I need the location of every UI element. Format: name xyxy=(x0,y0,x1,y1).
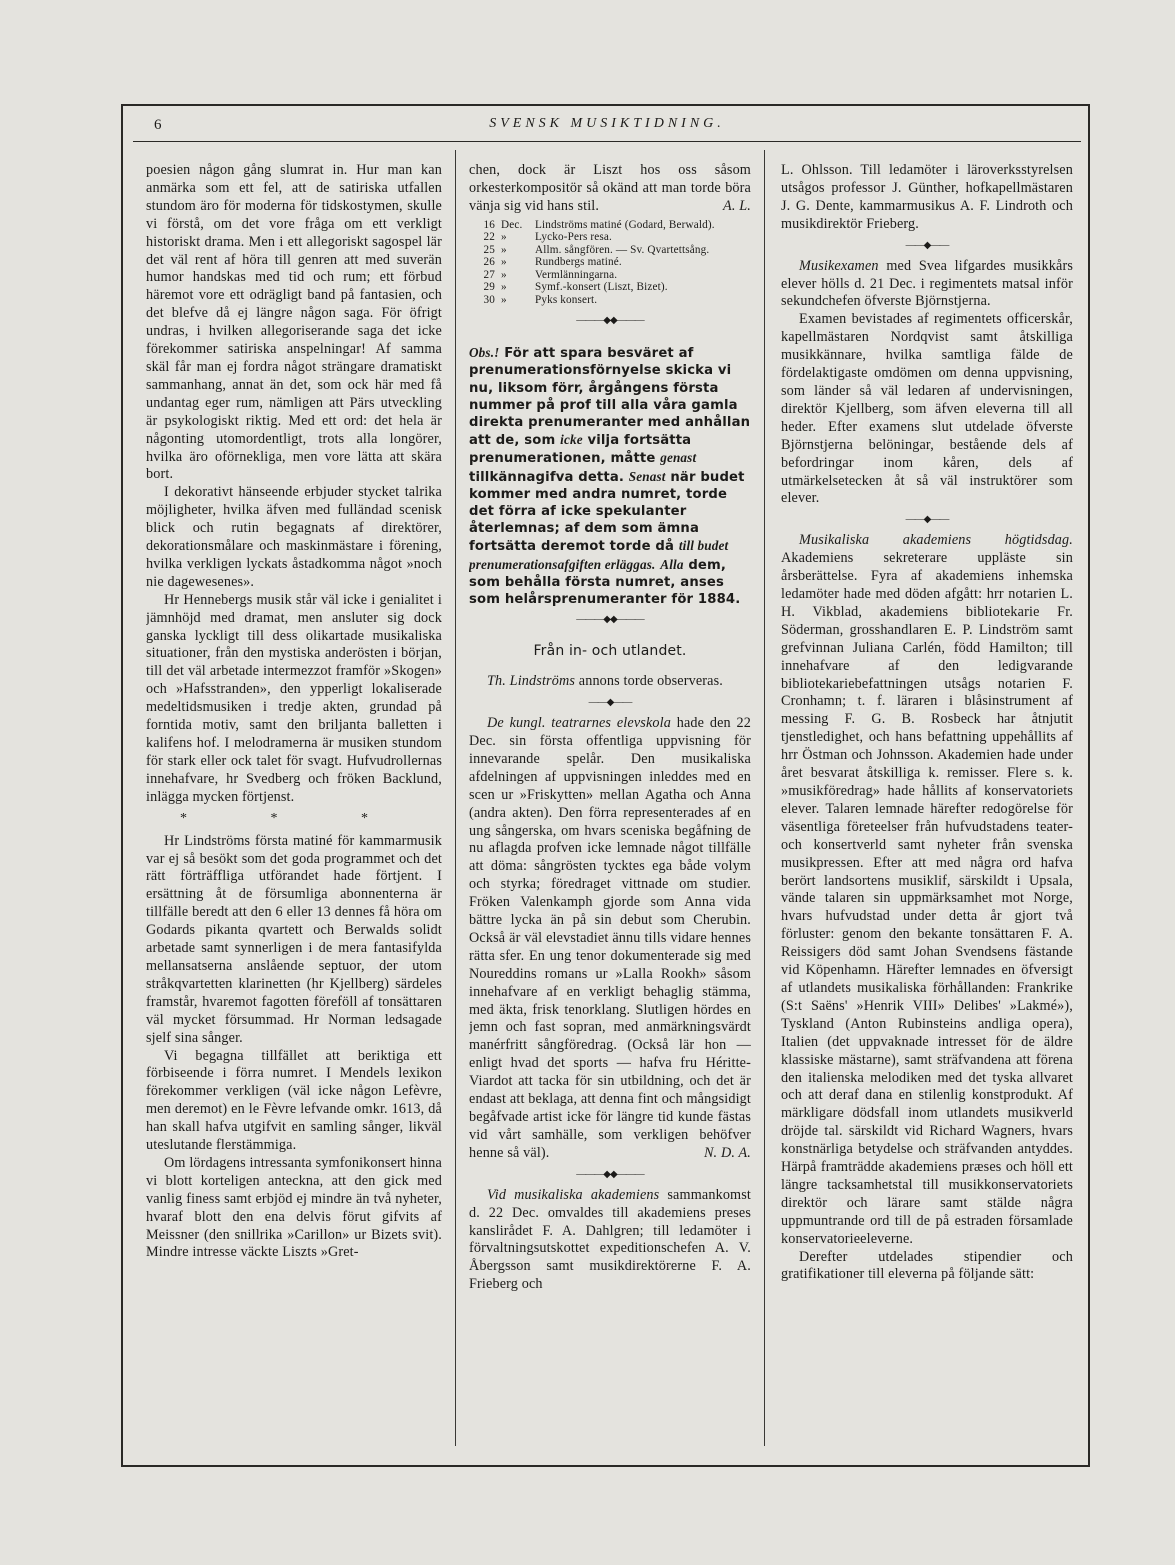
list-item: 29 » Symf.-konsert (Liszt, Bizet). xyxy=(483,281,668,294)
paragraph: Hr Hennebergs musik står väl icke i genialitet i jämnhöjd med dramat, men ansluter sig dock ganska lyckligt till dess olikartade musikaliska situationer, från den mystiska anderösten i början, till det väl arbetade intermezzot framför »Skogen» och »Hafsstranden», den ypperligt lokaliserade medeltidsmusiken i tredje akten, grundad på forntida motiv, samt den briljanta balletten i kalifens hof. I melodramerna är musiken stundom för stark eller ock talet för svagt. Hufvudrollernas innehafvare, hr Svedberg och fröken Backlund, inlägga mycken förtjenst. xyxy=(146,591,442,805)
list-item: 27 » Vermlänningarna. xyxy=(483,268,618,281)
signature: N. D. A. xyxy=(703,1144,751,1161)
list-item: 26 » Rundbergs matiné. xyxy=(483,256,622,269)
column-rule-left xyxy=(455,150,456,1446)
ornament-divider: ——◆—— xyxy=(588,697,632,709)
running-title: SVENSK MUSIKTIDNING. xyxy=(489,116,725,131)
list-item: 22 » Lycko-Pers resa. xyxy=(483,231,612,244)
paragraph: poesien någon gång slumrat in. Hur man kan anmärka som ett fel, att de satiriska utfallen stundom äro för moderna för tidskostymen, skulle vi förstå, om det vore fråga om ett verkligt historiskt drama. Men i ett allegoriskt sagospel lär det väl rent af höra till genren att med suverän humor handskas med tid och rum; ett förbud häremot vore ett odrägligt band på fantasien, och det blefve då ej längre någon saga. För öfrigt undras, i hvilken allegoriserande saga det icke förekommer satiriska anspelningar! Af samma skäl får man ej fordra något strängare dramatiskt sammanhang, annat än det, som ock här med få undantag eger rum, nämligen att Pärs utveckling är psykologiskt riktig. Med ett ord: det hela är någonting utomordentligt, trots alla longörer, hvilka äro oförnekliga, men vore lätta att skära bort. xyxy=(146,162,442,483)
paragraph: I dekorativt hänseende erbjuder stycket talrika möjligheter, hvilka äfven med fulländad scenisk blick och rutin begagnats af direktörer, dekorationsmålare och maskinmästare i förening, hvilka verkligen lyckats åstadkomma något »noch nie dagewesenes». xyxy=(146,484,442,590)
paragraph: Musikaliska akademiens högtidsdag. Akademiens sekreterare uppläste sin årsberättelse. Fyra af akademiens inhemska ledamöter hade med döden afgått: hrr notarien L. H. Vikblad, akademiens bibliotekarie Fr. Söderman, grosshandlaren E. P. Lindström samt grefvinnan Juliana Carlén, född Hamilton; till innehafvare af den ledigvarande bibliotekariebefattningen utsågs notarien F. Cronhamn; t. f. läraren i blåsinstrument af messing F. G. B. Rosbeck har åtnjutit tjenstledighet, och hans befattning uppehållits af hrr Östman och Johnsson. Akademien hade under året besvarat åtskilliga k. remisser. Flere s. k. »musikföredrag» hade hållits af konservatoriets elever. Talaren lemnade härefter redogörelse för väsentliga företeelser från hufvudstadens teater- och konsertverld samt nyheter från svenska musikpressen. Efter att med några ord hafva berört landsortens musiklif, särskildt i Upsala, vände talaren sin uppmärksamhet mot Norge, hvars hufvudstad under detta år gjort två förluster: genom den bekante tonsättaren F. A. Reissigers död samt Johan Svendsens fästande vid Köpenhamn. Härefter lemnades en öfversigt af utlandets musikaliska förhållanden: Frankrike (S:t Saëns' »Henrik VIII» Delibes' »Lakmé»), Tyskland (Anton Rubinsteins andliga opera), Italien (det uppvaknade intresset för de äldre klassiske mästarne), samt sträfvandena att förena den italienska melodiken med det tyska allvaret och att deraf dana en stilenlig konstprodukt. Af märkligare dödsfall inom utlandets musikverld dröjde tal. särskildt vid Richard Wagners, hvars konstnärliga betydelse och sträfvanden antyddes. Härpå framträdde akademiens præses och höll ett längre tacksamhetstal till musikkonservatoriets direktör och lärare samt stälde några uppmuntrande ord till de på estraden församlade konservatorieeleverne. xyxy=(781,532,1073,1247)
paragraph: Th. Lindströms annons torde observeras. xyxy=(487,673,723,690)
ornament-divider: ———◆◆——— xyxy=(576,614,644,626)
concert-calendar xyxy=(473,219,751,307)
subscription-notice: Obs.! För att spara besväret af prenumerationsförnyelse skicka vi nu, liksom förr, årgångens första nummer på prof till alla våra gamla direkta prenumeranter med anhållan att de, som icke vilja fortsätta prenumerationen, måtte genast tillkännagifva detta. Senast när budet kommer med andra numret, torde det förra af icke spekulanter återlemnas; af dem som ämna fortsätta deremot torde då till budet prenumerationsafgiften erläggas. Alla dem, som behålla första numret, anses som helårsprenumeranter för 1884. xyxy=(469,345,751,608)
ornament-divider: ———◆◆——— xyxy=(576,315,644,327)
paragraph xyxy=(469,162,751,216)
paragraph: Vid musikaliska akademiens sammankomst d. 22 Dec. omvaldes till akademiens preses kanslirådet F. A. Dahlgren; till ledamöter i förvaltningsutskottet expeditionschefen A. V. Åbergsson samt musikdirektörerne F. A. Frieberg och xyxy=(469,1186,751,1293)
ornament-divider: ——◆—— xyxy=(905,514,949,526)
header-rule xyxy=(133,141,1081,142)
paragraph: Examen bevistades af regimentets officerskår, kapellmästaren Nordqvist samt åtskilliga musikkännare, hvilka samtliga fälde de fördelaktigaste omdömen om denna uppvisning, som länder så väl ledaren af undervisningen, direktör Kjellberg, som äfven eleverna till all heder. Efter examens slut utdelade öfverste Björnstjerna belöningar, bestående dels af befordringar inom kåren, dels af utmärkelsetecken åt så väl instruktörer som elever. xyxy=(781,311,1073,507)
column-rule-right xyxy=(764,150,765,1446)
section-asterism: * * * xyxy=(180,810,408,826)
paragraph-text: chen, dock är Liszt hos oss såsom orkesterkompositör så okänd att man torde böra vänja sig vid hans stil. xyxy=(469,162,751,214)
paragraph: Musikexamen med Svea lifgardes musikkårs elever hölls d. 21 Dec. i regimentets matsal inför sekundchefen öfverste Björnstjerna. xyxy=(781,257,1073,310)
ornament-divider: ——◆—— xyxy=(905,239,949,251)
page-number: 6 xyxy=(154,117,162,133)
section-heading: Från in- och utlandet. xyxy=(533,643,687,660)
list-item: 16 Dec. Lindströms matiné (Godard, Berwald). xyxy=(483,218,715,231)
paragraph: Hr Lindströms första matiné för kammarmusik var ej så besökt som det goda programmet och det rätt förträffliga utförandet hade förtjent. I ersättning åt de försumliga abonnenterna är tillfälle beredt att den 6 eller 13 dennes få höra om Godards pikanta qvartett och Berwalds solidt arbetade samt synnerligen i de mera fantasifylda mellansatserna anslående septuor, der utom stråkqvartetten klarinetten (hr Kjellberg) särdeles framstår, hvaremot fagotten föreföll af tonsättaren väl mycket försummad. Hr Norman ledsagade sjelf sina sånger. xyxy=(146,832,442,1046)
list-item: 30 » Pyks konsert. xyxy=(483,293,598,306)
paragraph: Derefter utdelades stipendier och gratifikationer till eleverna på följande sätt: xyxy=(781,1248,1073,1283)
ornament-divider: ———◆◆——— xyxy=(576,1168,644,1180)
paragraph: L. Ohlsson. Till ledamöter i läroverksstyrelsen utsågos professor J. Günther, hofkapellmästaren J. G. Dente, kammarmusikus A. F. Lindroth och musikdirektör Frieberg. xyxy=(781,162,1073,232)
paragraph: Om lördagens intressanta symfonikonsert hinna vi blott korteligen anteckna, att den gick med vanlig finess samt erbjöd ej mindre än två nyheter, hvaraf blott den ena delvis förut gifvits af Meissner (den snillrika »Carillon» ur Bizets svit). Mindre intresse väckte Liszts »Gret- xyxy=(146,1154,442,1261)
column-3 xyxy=(781,162,1073,1452)
column-2 xyxy=(469,162,751,1452)
signature: A. L. xyxy=(723,197,751,214)
paragraph: De kungl. teatrarnes elevskola hade den 22 Dec. sin första offentliga uppvisning för innevarande spelår. Den musikaliska afdelningen af uppvisningen inleddes med en scen ur »Friskytten» mellan Agatha och Anna (andra akten). Den förra representerades af en ung sångerska, om hvars sceniska begåfning de nu aflagda profven icke lemnade något tillfälle att döma: sångrösten tycktes ega både volym och styrka; föredraget vittnade om studier. Fröken Valenkamph gjorde som Anna vida bättre lycka än på sin debut som Cherubin. Också är väl elevstadiet ännu tills vidare hennes rätta sfer. En ung tenor dokumenterade sig med Noureddins romans ur »Lalla Rookh» såsom innehafvare af en verkligt behaglig stämma, med äkta, frisk tenorklang. Slutligen hördes en jemn och fast sopran, med anmärkningsvärdt manérfritt sångföredrag. (Också lär hon — enligt hvad det sports — hafva fru Héritte-Viardot att tacka för sin utbildning, och det är endast att beklaga, att denna fint och mångsidigt begåfvade artist icke för längre tid kunde fästas vid vårt samhälle, som verkligen behöfver henne så väl). N. D. A. xyxy=(469,715,751,1161)
paragraph: Vi begagna tillfället att beriktiga ett förbiseende i förra numret. I Mendels lexikon förekommer verkligen (väl icke någon Lefèvre, men deremot) en le Fèvre lefvande omkr. 1613, då han skall hafva utgifvit en samling sånger, likväl uteslutande flerstämmiga. xyxy=(146,1047,442,1154)
column-1 xyxy=(146,162,442,1452)
list-item: 25 » Allm. sångfören. — Sv. Qvartettsång. xyxy=(483,243,710,256)
